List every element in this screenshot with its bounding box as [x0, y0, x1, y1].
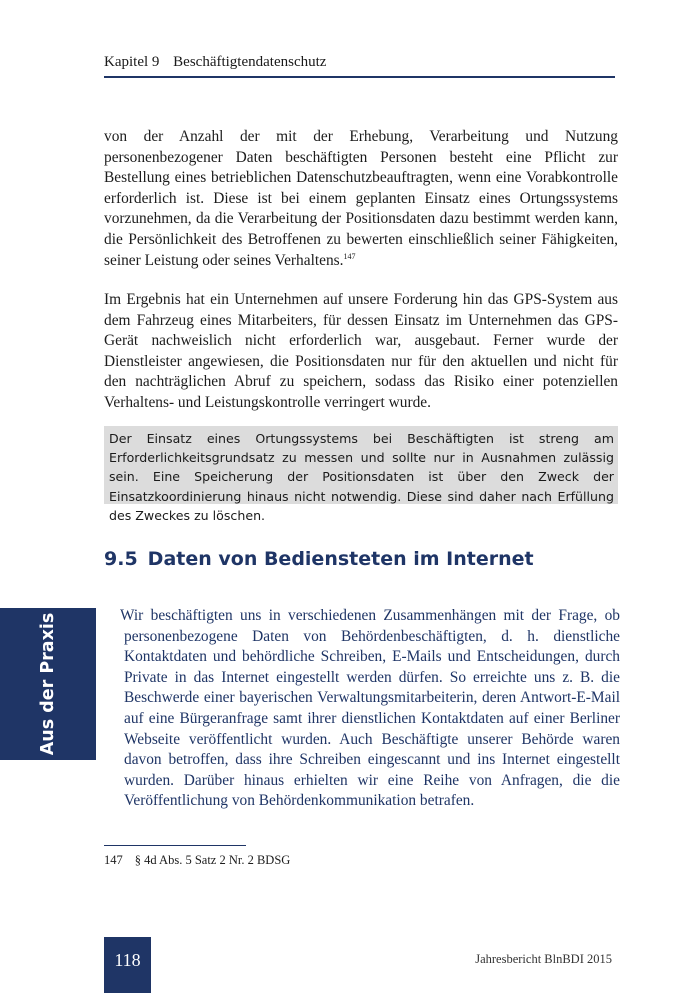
page-number: 118 — [114, 950, 141, 970]
body-paragraph-1-text: von der Anzahl der mit der Erhebung, Verarbeitung und Nutzung personenbezogener Daten beschäftigten Personen besteht eine Pflicht zur Bestellung eines betrieblichen Datenschutzbeauftragten, wenn eine Vorabkontrolle erforderlich ist. Diese ist bei einem geplanten Einsatz eines Ortungssystems vorzunehmen, da die Verarbeitung der Positionsdaten dazu bestimmt werden kann, die Persönlichkeit des Betroffenen zu bewerten einschließlich seiner Fähigkeiten, seiner Leistung oder seines Verhaltens. — [104, 128, 618, 269]
practice-paragraph: Wir beschäftigten uns in verschiedenen Zusammenhängen mit der Frage, ob personenbezogene Daten von Behördenbeschäftigten, d. h. dienstliche Kontaktdaten und behördliche Schreiben, E-Mails und Entscheidungen, durch Private in das Internet eingestellt werden dürfen. So erreichte uns z. B. die Beschwerde einer bayerischen Verwaltungsmitarbeiterin, deren Antwort-E-Mail auf eine Bürgeranfrage samt ihrer dienstlichen Kontaktdaten auf einer Berliner Webseite veröffentlicht wurden. Auch Beschäftigte unserer Behörde waren davon betroffen, dass ihre Schreiben eingescannt und ins Internet eingestellt wurden. Darüber hinaus erhielten wir eine Reihe von Anfragen, die die Veröffentlichung von Behördenkommunikation betrafen. — [120, 607, 620, 810]
footnote — [104, 852, 290, 868]
chapter-title: Beschäftigtendatenschutz — [173, 54, 327, 70]
footnote-rule — [104, 845, 246, 846]
chapter-label: Kapitel 9 — [104, 54, 160, 70]
page-number-badge — [104, 937, 151, 993]
header-rule — [104, 76, 615, 78]
body-paragraph-2: Im Ergebnis hat ein Unternehmen auf unsere Forderung hin das GPS-System aus dem Fahrzeug eines Mitarbeiters, für dessen Einsatz im Unternehmen das GPS-Gerät nachweislich nicht erforderlich war, ausgebaut. Ferner wurde der Dienstleister angewiesen, die Positionsdaten nur für den aktuellen und nicht für den nachträglichen Abruf zu speichern, sodass das Risiko einer potenziellen Verhaltens- und Leistungskontrolle verringert wurde. — [104, 291, 618, 411]
section-number: 9.5 — [104, 548, 138, 570]
body-paragraph-1 — [104, 127, 618, 271]
running-header — [104, 52, 614, 72]
footer-report-title: Jahresbericht BlnBDI 2015 — [475, 952, 612, 966]
side-tab-label: Aus der Praxis — [38, 612, 58, 756]
section-title: Daten von Bediensteten im Internet — [147, 548, 534, 570]
footnote-text: § 4d Abs. 5 Satz 2 Nr. 2 BDSG — [134, 853, 291, 867]
summary-text: Der Einsatz eines Ortungssystems bei Beschäftigten ist streng am Erforderlichkeitsgrundsatz zu messen und sollte nur in Ausnahmen zulässig sein. Eine Speicherung der Positionsdaten ist über den Zweck der Einsatzkoordinierung hinaus nicht notwendig. Diese sind daher nach Erfüllung des Zweckes zu löschen. — [109, 431, 614, 523]
footnote-reference[interactable]: 147 — [343, 251, 356, 261]
section-heading — [104, 546, 534, 572]
footnote-number: 147 — [104, 853, 123, 867]
